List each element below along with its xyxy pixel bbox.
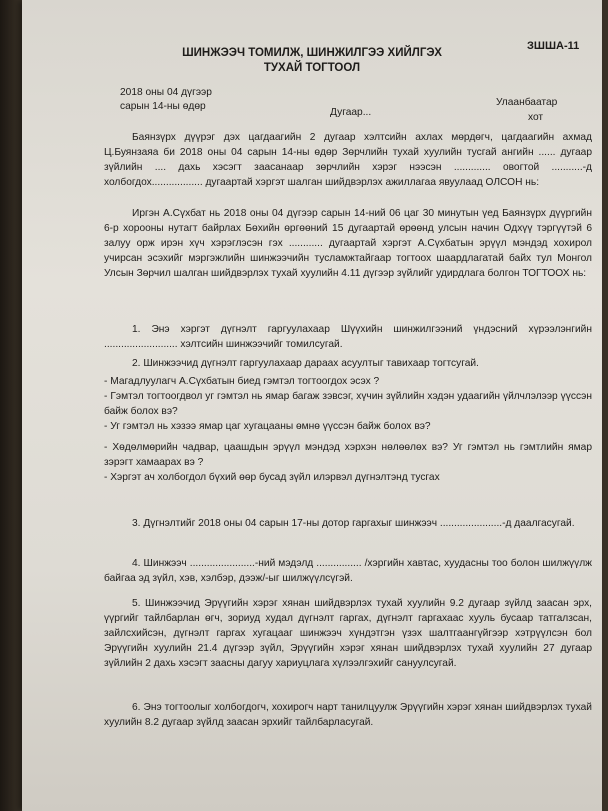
item-4-text: 4. Шинжээч .......................-ний мэдэлд ................ /хэргийн хавтас, хуудасны тоо болон шилжүүлж байгаа эд зүйл, хэв, хэлбэр, дээж/-ыг шилжүүлсүгэй. [104,558,592,584]
item-3-text: 3. Дүгнэлтийг 2018 оны 04 сарын 17-ны дотор гаргахыг шинжээч ......................-д даалгасугай. [132,518,575,529]
intro-text: Баянзүрх дүүрэг дэх цагдаагийн 2 дугаар хэлтсийн ахлах мөрдөгч, цагдаагийн ахмад Ц.Буянзаяа би 2018 оны 04 сарын 14-ны өдөр Зөрчлийн тухай хуулийн тусгай ангийн ...... дугаар зүйлийн .... дахь хэсэгт заасанаар зөрчлийн хэрэг нээсэн ............. овогтой ...........-д холбогдох.................. дугаартай хэргэт шалган шийдвэрлэх ажиллагаа явуулаад ОЛСОН нь: [104,132,592,188]
item-5-text: 5. Шинжээчид Эрүүгийн хэрэг хянан шийдвэрлэх тухай хуулийн 9.2 дугаар зүйлд заасан эрх, үүргийг тайлбарлан өгч, зориуд худал дүгнэлт гаргах, дүгнэлт гаргахаас хууль бусаар татгалзсан, зайлсхийсэн, дүгнэлт гаргах хугацааг шинжээч хүндэтгэн үзэх шалтгаангүйгээр хэтрүүлсэн бол Эрүүгийн хуулийн 21.4 дүгээр зүйл, Эрүүгийн хэрэг хянан шийдвэрлэх тухай хуулийн 27 дугаар зүйлийн 2 дахь хэсэгт заасны дагуу хариуцлага хүлээлгэхийг сануулсугай. [104,598,592,669]
item-2 [104,356,592,371]
city-line2: хот [528,112,544,123]
facts-text: Иргэн А.Сүхбат нь 2018 оны 04 дүгээр сарын 14-ний 06 цаг 30 минутын үед Баянзүрх дүүргийн 6-р хорооны нутагт байрлах Бөхийн өргөөний 15 дугаартай өрөөнд улсын начин Одхүү тэргүүтэй 6 залуу орж ирэн хүч хэрэглэсэн гэх ............ дугаартай хэргэт А.Сүхбатын эрүүл мэндэд хохирол учирсан эсэхийг мэргэжлийн шинжээчийн тусламжтайгаар тогтоох шаардлагатай байх тул Монгол Улсын Зөрчил шалган шийдвэрлэх тухай хуулийн 4.11 дүгээр зүйлийг удирдлага болгон ТОГТООХ нь: [104,208,592,279]
document-title-line2: ТУХАЙ ТОГТООЛ [263,62,361,74]
item-6-text: 6. Энэ тогтоолыг холбогдогч, хохирогч нарт танилцуулж Эрүүгийн хэрэг хянан шийдвэрлэх тухай хуулийн 8.2 дугаар зүйлд заасан эрхийг тайлбарласугай. [104,702,592,728]
form-code: ЗШША-11 [527,40,580,52]
question-item: - Хэргэт ач холбогдол бүхий өөр бусад зүйл илэрвэл дүгнэлтэнд тусгах [104,472,440,483]
document-page [22,0,602,811]
item-1 [104,322,592,352]
page-edge-shadow [0,0,22,811]
item-5 [104,596,592,671]
item-6 [104,700,592,730]
document-title-line1: ШИНЖЭЭЧ ТОМИЛЖ, ШИНЖИЛГЭЭ ХИЙЛГЭХ [182,47,442,59]
question-item: - Уг гэмтэл нь хэзээ ямар цаг хугацааны өмнө үүссэн байж болох вэ? [104,421,431,432]
city-line1: Улаанбаатар [496,97,558,108]
intro-paragraph [104,130,592,190]
question-item: - Магадлуулагч А.Сүхбатын биед гэмтэл тогтоогдох эсэх ? [104,376,380,387]
item-1-text: 1. Энэ хэргэт дүгнэлт гаргуулахаар Шүүхийн шинжилгээний үндэсний хүрээлэнгийн .......................... хэлтсийн шинжээчийг томилсугай. [104,324,592,350]
document-number: Дугаар... [330,107,372,118]
date-line2: сарын 14-ны өдөр [120,101,206,112]
questions-list [104,374,592,485]
item-3 [104,516,592,531]
date-line1: 2018 оны 04 дүгээр [120,87,212,98]
item-2-text: 2. Шинжээчид дүгнэлт гаргуулахаар дараах асуултыг тавихаар тогтсугай. [132,358,479,369]
facts-paragraph [104,206,592,281]
item-4 [104,556,592,586]
question-item: - Хөдөлмөрийн чадвар, цаашдын эрүүл мэндэд хэрхэн нөлөөлөх вэ? Уг гэмтэл нь гэмтлийн ямар зэрэгт хамаарах вэ ? [104,442,592,468]
question-item: - Гэмтэл тогтоогдвол уг гэмтэл нь ямар багаж зэвсэг, хүчин зүйлийн хэдэн удаагийн үйлчлэлээр үүссэн байж болох вэ? [104,391,592,417]
